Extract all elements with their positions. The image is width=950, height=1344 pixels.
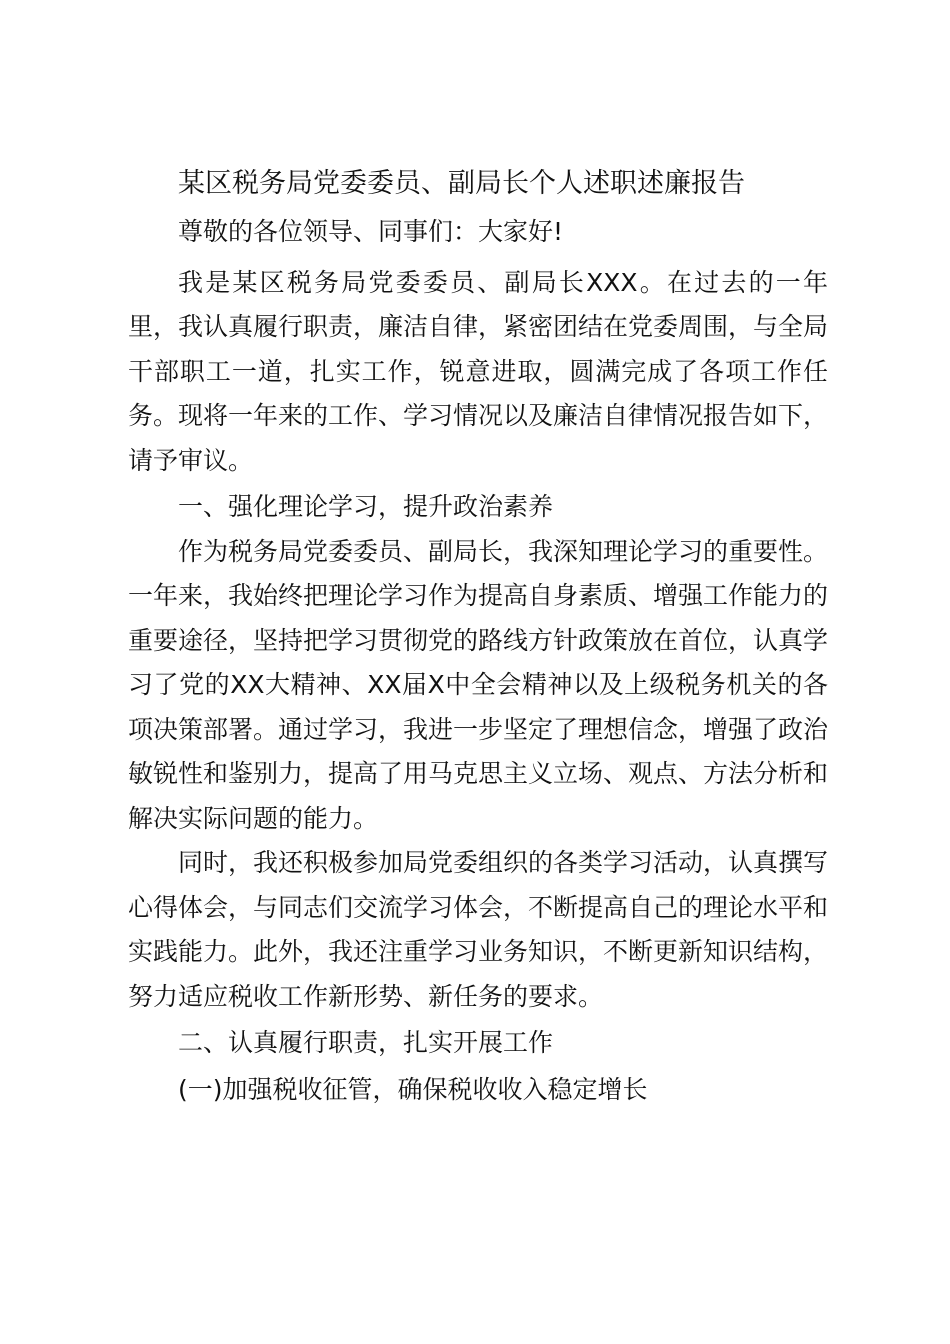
greeting: 尊敬的各位领导、同事们：大家好! [178,217,564,246]
document-body [128,158,828,1112]
document-title: 某区税务局党委委员、副局长个人述职述廉报告 [178,168,745,199]
section-2-subheading-1: (一)加强税收征管，确保税收收入稳定增长 [178,1074,648,1104]
intro-paragraph: 我是某区税务局党委委员、副局长XXX。在过去的一年里，我认真履行职责，廉洁自律，紧密团结在党委周围，与全局干部职工一道，扎实工作，锐意进取，圆满完成了各项工作任务。现将一年来的工作、学习情况以及廉洁自律情况报告如下，请予审议。 [128,267,829,475]
section-1-paragraph-1: 作为税务局党委委员、副局长，我深知理论学习的重要性。一年来，我始终把理论学习作为提高自身素质、增强工作能力的重要途径，坚持把学习贯彻党的路线方针政策放在首位，认真学习了党的XX大精神、XX届X中全会精神以及上级税务机关的各项决策部署。通过学习，我进一步坚定了理想信念，增强了政治敏锐性和鉴别力，提高了用马克思主义立场、观点、方法分析和解决实际问题的能力。 [128,536,829,833]
section-1-heading: 一、强化理论学习，提升政治素养 [178,492,554,521]
section-1-paragraph-2: 同时，我还积极参加局党委组织的各类学习活动，认真撰写心得体会，与同志们交流学习体会，不断提高自己的理论水平和实践能力。此外，我还注重学习业务知识，不断更新知识结构，努力适应税收工作新形势、新任务的要求。 [128,848,829,1011]
section-2-heading: 二、认真履行职责，扎实开展工作 [178,1028,554,1057]
